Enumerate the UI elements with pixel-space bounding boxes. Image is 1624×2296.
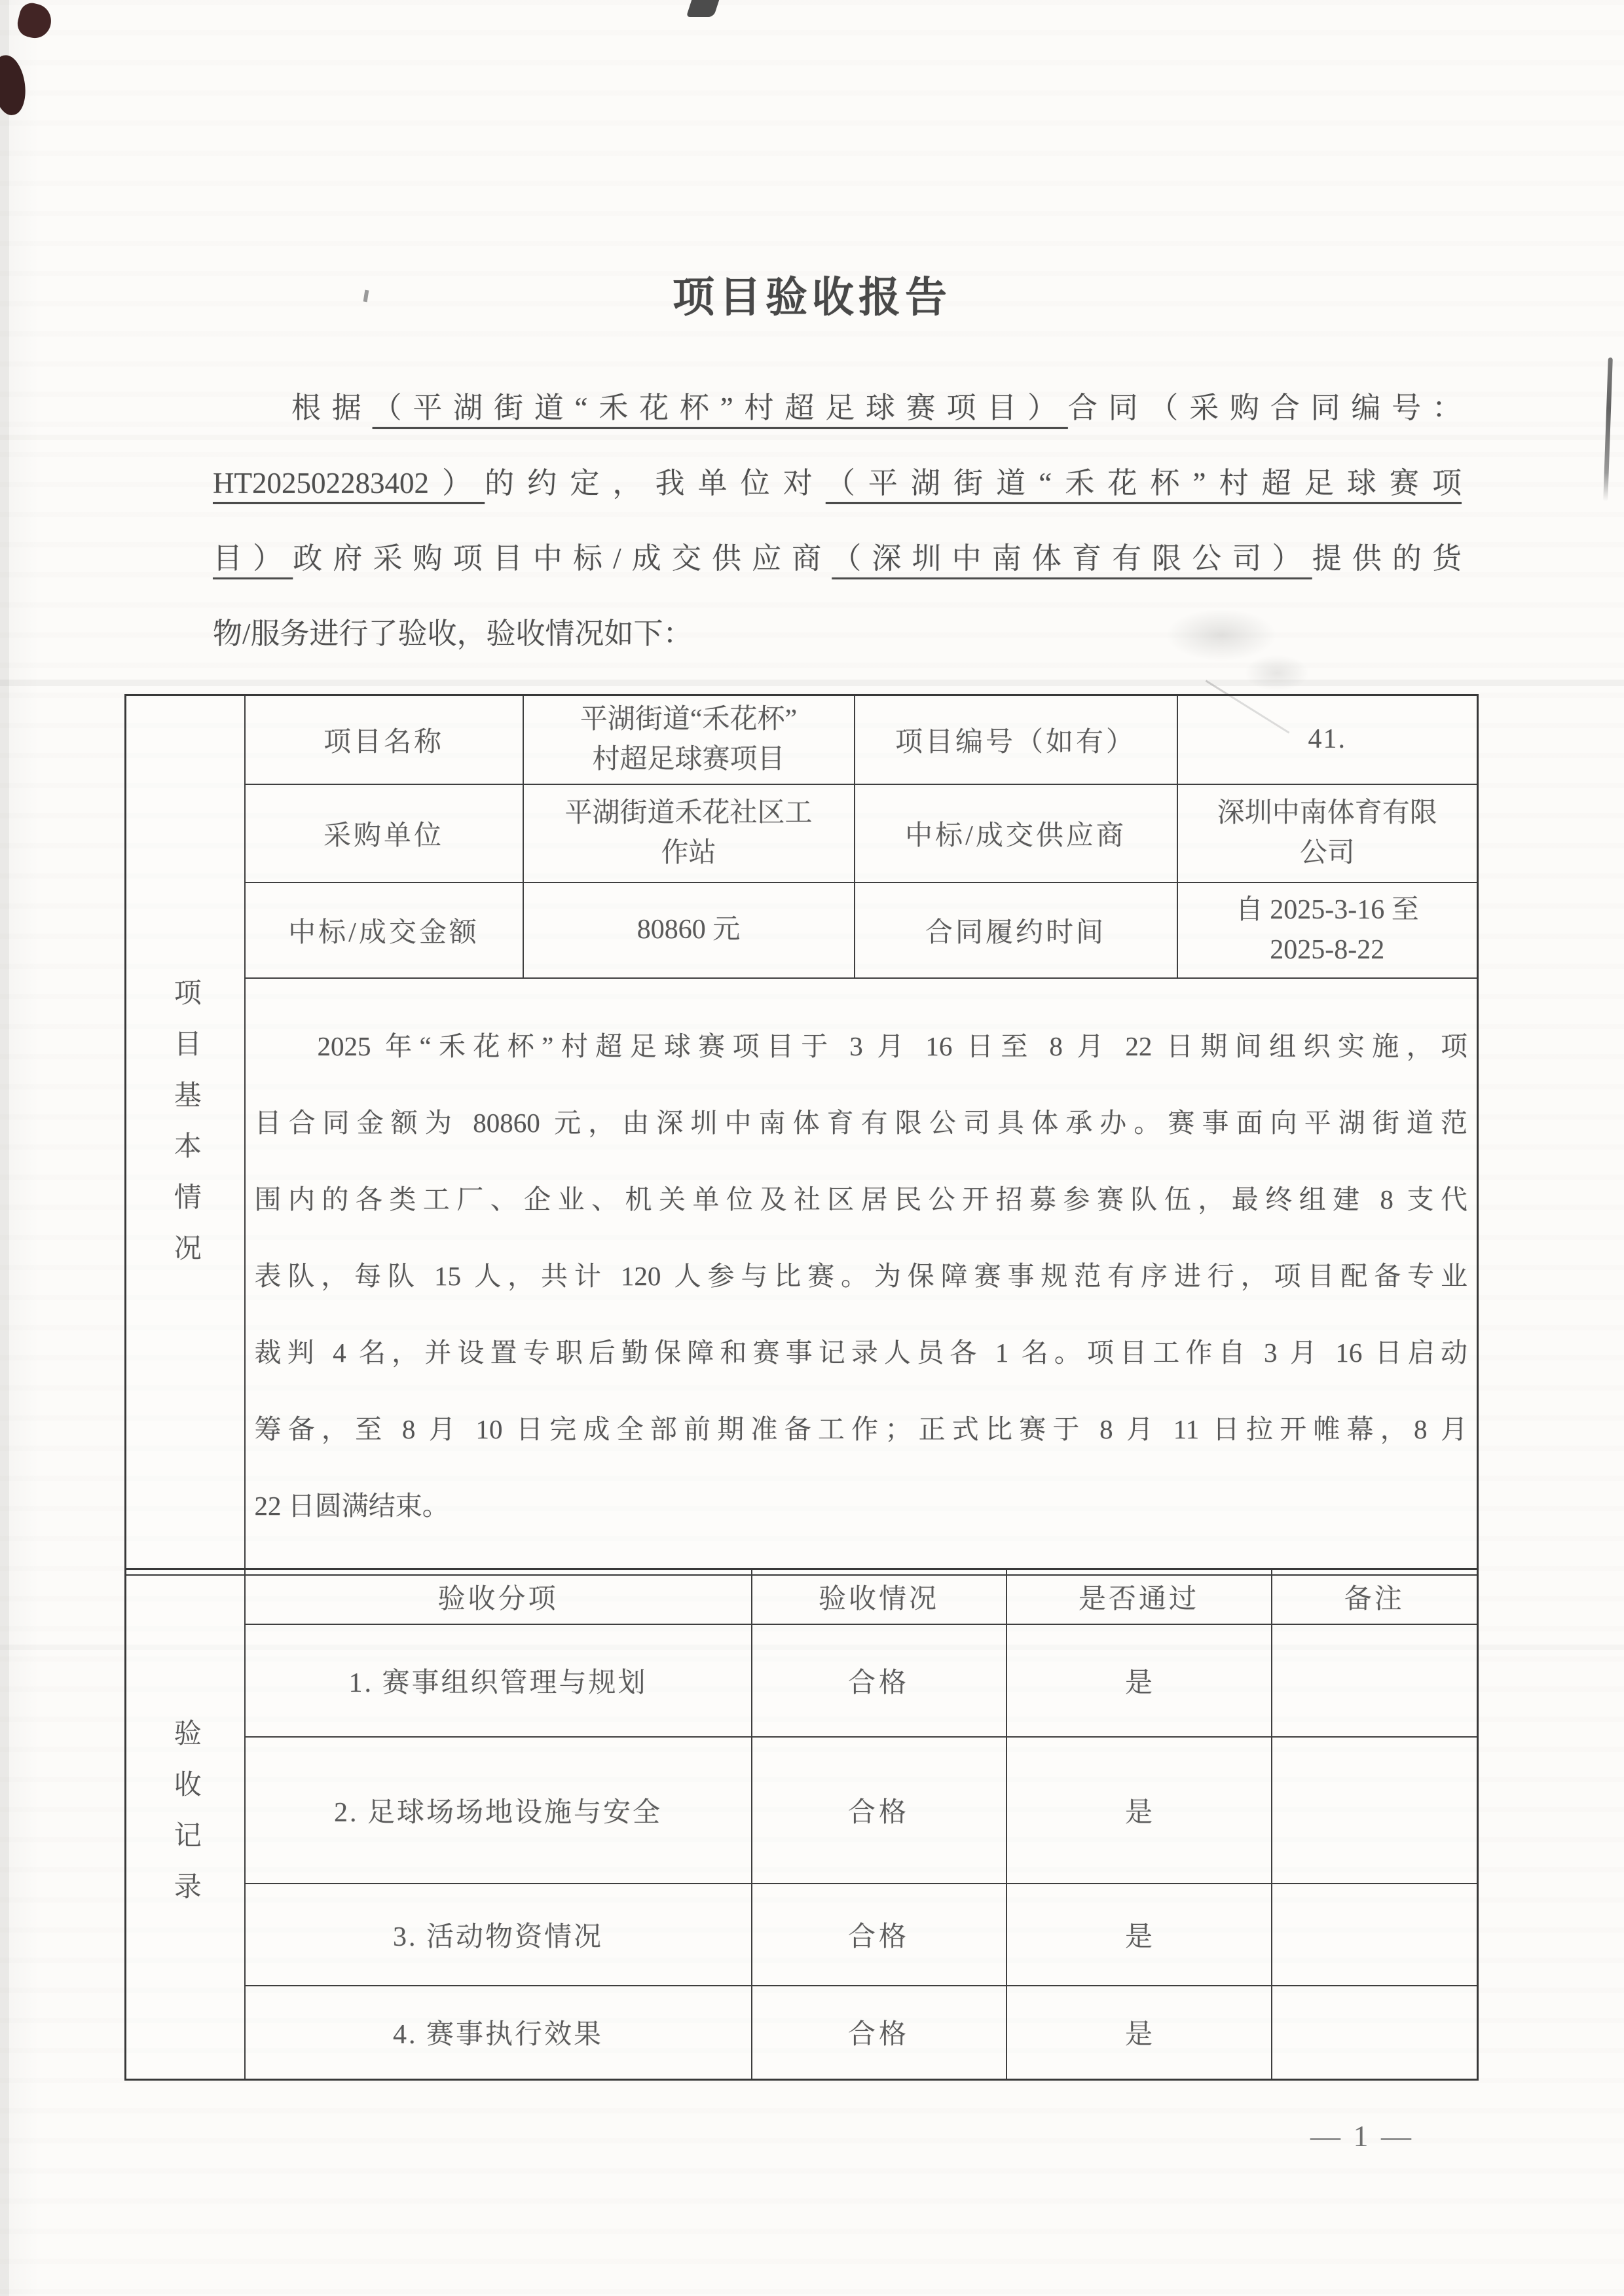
acceptance-item: 3. 活动物资情况: [245, 1884, 752, 1986]
intro-line-2: [213, 446, 1462, 521]
intro-underlined-project-name: （平湖街道“禾花杯”村超足球赛项目）: [372, 392, 1068, 424]
header-status: 验收情况: [752, 1569, 1006, 1624]
intro-text: 政府采购项目中标/成交供应商: [293, 542, 832, 575]
scan-artifact-top-mark: [686, 0, 719, 17]
page-number: — 1 —: [1310, 2119, 1414, 2153]
period-value-line2: 2025-8-22: [1270, 934, 1385, 965]
project-no-value: 41.: [1177, 695, 1478, 784]
acceptance-passed: 是: [1006, 1737, 1272, 1884]
header-passed: 是否通过: [1006, 1569, 1272, 1624]
intro-underlined-contract-no: HT202502283402）: [213, 467, 485, 500]
supplier-label: 中标/成交供应商: [855, 784, 1177, 883]
project-name-value: [523, 695, 855, 784]
acceptance-status: 合格: [752, 1884, 1006, 1986]
project-no-label: 项目编号（如有）: [855, 695, 1177, 784]
intro-underlined-project-name: 目）: [213, 542, 293, 575]
acceptance-status: 合格: [752, 1986, 1006, 2080]
header-remark: 备注: [1272, 1569, 1478, 1624]
intro-line-3: [213, 521, 1462, 596]
intro-text: 提供的货: [1312, 542, 1462, 575]
vertical-section-label: 项目基本情况: [170, 978, 200, 1285]
table-row: [126, 883, 1478, 978]
page-title: 项目验收报告: [673, 274, 951, 321]
table-row: [126, 1884, 1478, 1986]
table-row: [126, 978, 1478, 1575]
acceptance-remark: [1272, 1986, 1478, 2080]
intro-text: 物/服务进行了验收，验收情况如下：: [213, 617, 693, 650]
intro-underlined-project-name: （平湖街道“禾花杯”村超足球赛项: [825, 467, 1462, 500]
basic-info-table: [124, 694, 1479, 1576]
table-row: [126, 1986, 1478, 2080]
summary-line-7: 22 日圆满结束。: [254, 1491, 449, 1522]
purchaser-label: 采购单位: [245, 784, 523, 883]
purchaser-value-line1: 平湖街道禾花社区工: [564, 797, 813, 828]
scan-edge-shadow: [0, 0, 9, 2296]
summary-line-1: 2025 年“禾花杯”村超足球赛项目于 3 月 16 日至 8 月 22 日期间组织实施，项: [317, 1031, 1467, 1062]
summary-line-3: 围内的各类工厂、企业、机关单位及社区居民公开招募参赛队伍，最终组建 8 支代: [254, 1184, 1467, 1215]
intro-underlined-supplier: （深圳中南体育有限公司）: [832, 542, 1312, 575]
intro-line-4: [213, 596, 1462, 672]
supplier-value-line2: 公司: [1299, 837, 1355, 868]
summary-line-5: 裁判 4 名，并设置专职后勤保障和赛事记录人员各 1 名。项目工作自 3 月 16 日启动: [254, 1338, 1467, 1368]
project-name-value-line2: 村超足球赛项目: [592, 744, 785, 774]
acceptance-item: 4. 赛事执行效果: [245, 1986, 752, 2080]
intro-text: 根据: [291, 392, 373, 424]
project-name-value-line1: 平湖街道“禾花杯”: [580, 704, 798, 735]
table-header-row: [126, 1569, 1478, 1624]
summary-line-6: 筹备，至 8 月 10 日完成全部前期准备工作；正式比赛于 8 月 11 日拉开帷幕，8 月: [254, 1414, 1467, 1445]
acceptance-item: 2. 足球场场地设施与安全: [245, 1737, 752, 1884]
acceptance-passed: 是: [1006, 1986, 1272, 2080]
period-label: 合同履约时间: [855, 883, 1177, 978]
purchaser-value: [523, 784, 855, 883]
section-label-basic-info: [126, 695, 245, 1575]
vertical-section-label: 验收记录: [170, 1719, 200, 1923]
table-row: [126, 784, 1478, 883]
intro-line-1: [213, 371, 1462, 446]
scan-artifact-corner-blob: [14, 1, 54, 42]
acceptance-passed: 是: [1006, 1884, 1272, 1986]
amount-value: 80860 元: [523, 883, 855, 978]
table-row: [126, 1624, 1478, 1737]
acceptance-record-table: [124, 1568, 1479, 2081]
supplier-value: [1177, 784, 1478, 883]
scan-band: [0, 680, 1624, 686]
acceptance-remark: [1272, 1884, 1478, 1986]
acceptance-remark: [1272, 1737, 1478, 1884]
scan-artifact-right-streak: [1603, 357, 1613, 501]
summary-line-2: 目合同金额为 80860 元，由深圳中南体育有限公司具体承办。赛事面向平湖街道范: [254, 1108, 1467, 1139]
header-item: 验收分项: [245, 1569, 752, 1624]
summary-line-4: 表队，每队 15 人，共计 120 人参与比赛。为保障赛事规范有序进行，项目配备专业: [254, 1261, 1467, 1292]
intro-text: 合同（采购合同编号：: [1067, 392, 1462, 424]
acceptance-status: 合格: [752, 1624, 1006, 1737]
project-name-label: 项目名称: [245, 695, 523, 784]
section-label-acceptance-record: [126, 1569, 245, 2080]
acceptance-remark: [1272, 1624, 1478, 1737]
acceptance-item: 1. 赛事组织管理与规划: [245, 1624, 752, 1737]
scan-artifact-corner-blob: [0, 53, 28, 117]
supplier-value-line1: 深圳中南体育有限: [1217, 797, 1437, 828]
purchaser-value-line2: 作站: [661, 837, 716, 868]
acceptance-status: 合格: [752, 1737, 1006, 1884]
period-value: [1177, 883, 1478, 978]
intro-text: 的约定，我单位对: [485, 467, 826, 500]
project-summary: [245, 978, 1478, 1575]
intro-paragraph: [213, 371, 1462, 672]
amount-label: 中标/成交金额: [245, 883, 523, 978]
period-value-line1: 自 2025-3-16 至: [1235, 894, 1419, 925]
acceptance-passed: 是: [1006, 1624, 1272, 1737]
table-row: [126, 1737, 1478, 1884]
table-row: [126, 695, 1478, 784]
